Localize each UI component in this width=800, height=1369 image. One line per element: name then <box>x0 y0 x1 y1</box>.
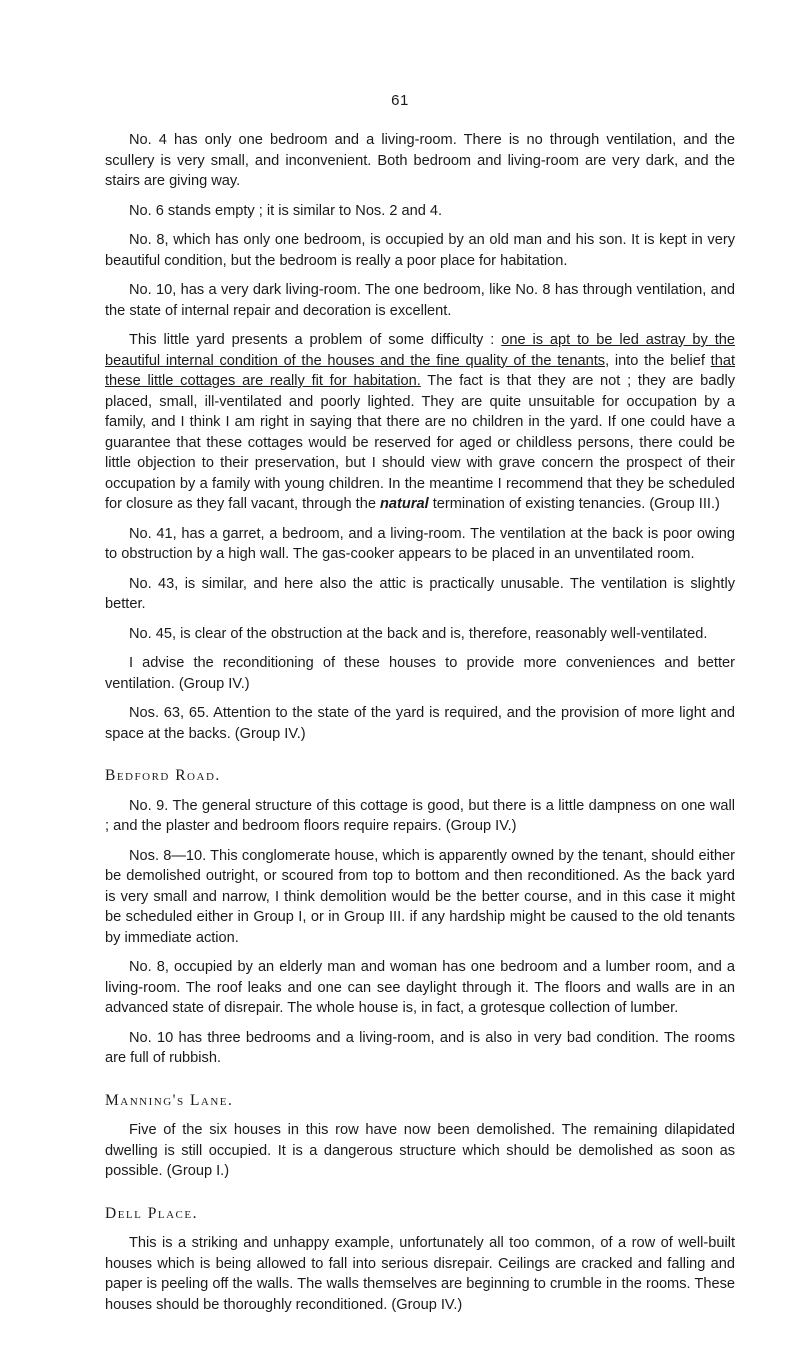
paragraph-no-10: No. 10, has a very dark living-room. The one bedroom, like No. 8 has through ventilation, and the state of internal repair and decoration is excellent. <box>105 282 735 319</box>
yard-text-d: termination of existing tenancies. (Group III.) <box>428 496 720 512</box>
paragraph-no-8: No. 8, which has only one bedroom, is occupied by an old man and his son. It is kept in very beautiful condition, but the bedroom is really a poor place for habitation. <box>105 232 735 269</box>
section-heading-mannings-lane: Manning's Lane. <box>105 1091 234 1109</box>
yard-underlined-2: that these little cottages are really fit for habitation. <box>105 352 736 389</box>
yard-italic-natural: natural <box>380 496 429 512</box>
yard-text-a: This little yard presents a problem of some difficulty : <box>129 332 502 348</box>
yard-text-b: , into the belief <box>605 352 711 369</box>
paragraph-no-43: No. 43, is similar, and here also the attic is practically unusable. The ventilation is slightly better. <box>105 575 735 612</box>
section-heading-dell-place: Dell Place. <box>105 1204 198 1222</box>
paragraph-yard-problem <box>105 330 735 515</box>
paragraph-bedford-nos-8-10: Nos. 8—10. This conglomerate house, which is apparently owned by the tenant, should either be demolished outright, or scoured from top to bottom and then reconditioned. As the back yard is very small and narrow, I think demolition would be the better course, and in this case it might be scheduled either in Group I, or in Group III. if any hardship might be caused to the old tenants by immediate action. <box>105 847 735 946</box>
page-body <box>105 130 735 1324</box>
section-heading-bedford-road: Bedford Road. <box>105 767 221 784</box>
paragraph-no-4: No. 4 has only one bedroom and a living-room. There is no through ventilation, and the scullery is very small, and inconvenient. Both bedroom and living-room are very dark, and the stairs are giving way. <box>105 132 735 189</box>
paragraph-nos-63-65: Nos. 63, 65. Attention to the state of the yard is required, and the provision of more light and space at the backs. (Group IV.) <box>105 705 735 742</box>
paragraph-dell-place: This is a striking and unhappy example, unfortunately all too common, of a row of well-built houses which is being allowed to fall into serious disrepair. Ceilings are cracked and falling and paper is peeling off the walls. The walls themselves are beginning to crumble in the rooms. These houses should be thoroughly reconditioned. (Group IV.) <box>105 1235 735 1313</box>
paragraph-recondition-advice: I advise the reconditioning of these houses to provide more conveniences and better ventilation. (Group IV.) <box>105 655 735 692</box>
paragraph-no-41: No. 41, has a garret, a bedroom, and a living-room. The ventilation at the back is poor owing to obstruction by a high wall. The gas-cooker appears to be placed in an unventilated room. <box>105 525 735 562</box>
paragraph-bedford-no-8: No. 8, occupied by an elderly man and woman has one bedroom and a lumber room, and a living-room. The roof leaks and one can see daylight through it. The floors and walls are in an advanced state of disrepair. The whole house is, in fact, a grotesque collection of lumber. <box>105 959 735 1016</box>
paragraph-bedford-no-10: No. 10 has three bedrooms and a living-room, and is also in very bad condition. The rooms are full of rubbish. <box>105 1029 735 1066</box>
yard-underlined-1: one is apt to be led astray by the beautiful internal condition of the houses and the fine quality of the tenants <box>105 332 736 369</box>
paragraph-no-45: No. 45, is clear of the obstruction at the back and is, therefore, reasonably well-ventilated. <box>129 625 708 642</box>
yard-text-c: The fact is that they are not ; they are badly placed, small, ill-ventilated and poorly lighted. They are quite unsuitable for occupation by a family, and I think I am right in saying that there are no children in the yard. If one could have a guarantee that these cottages would be reserved for aged or childless persons, there could be little objection to their preservation, but I should view with grave concern the prospect of their occupation by a family with young children. In the meantime I recommend that they be scheduled for closure as they fall vacant, through the <box>105 373 735 512</box>
paragraph-no-6: No. 6 stands empty ; it is similar to Nos. 2 and 4. <box>129 202 443 219</box>
paragraph-bedford-no-9: No. 9. The general structure of this cottage is good, but there is a little dampness on one wall ; and the plaster and bedroom floors require repairs. (Group IV.) <box>105 797 735 834</box>
page-number: 61 <box>391 92 409 109</box>
paragraph-mannings-lane: Five of the six houses in this row have now been demolished. The remaining dilapidated dwelling is still occupied. It is a dangerous structure which should be demolished as soon as possible. (Group I.) <box>105 1122 735 1179</box>
